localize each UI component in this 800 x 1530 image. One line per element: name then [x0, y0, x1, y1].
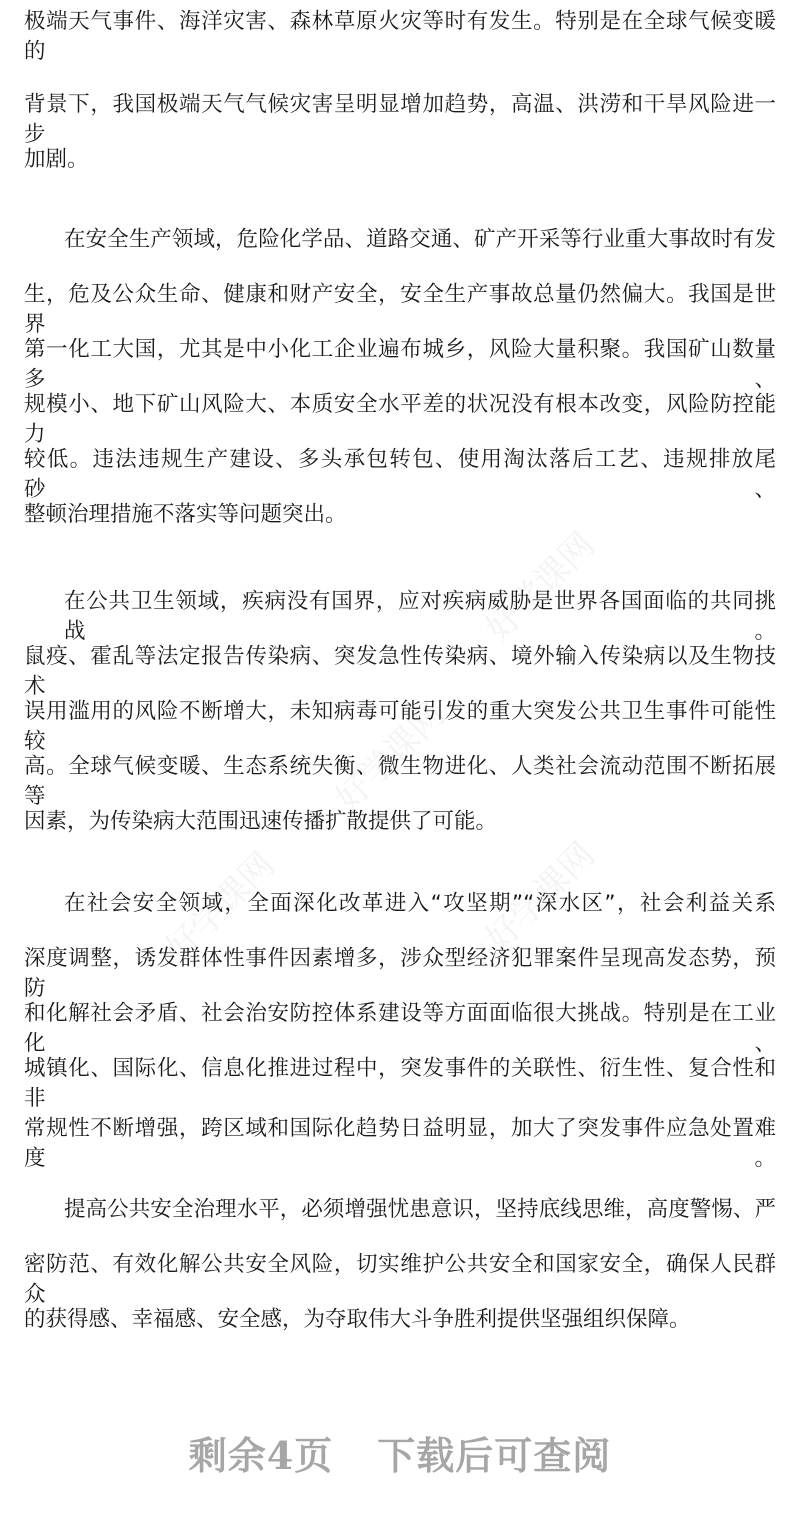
text-line: 和化解社会矛盾、社会治安防控体系建设等方面面临很大挑战。特别是在工业化、: [24, 1001, 776, 1056]
text-line: 在社会安全领域，全面深化改革进入“攻坚期”“深水区”，社会利益关系: [64, 891, 776, 916]
text-line: 的获得感、幸福感、安全感，为夺取伟大斗争胜利提供坚强组织保障。: [24, 1307, 691, 1332]
text-line: 极端天气事件、海洋灾害、森林草原火灾等时有发生。特别是在全球气候变暖的: [24, 9, 776, 64]
text-line: 第一化工大国，尤其是中小化工企业遍布城乡，风险大量积聚。我国矿山数量多、: [24, 337, 776, 392]
text-line: 深度调整，诱发群体性事件因素增多，涉众型经济犯罪案件呈现高发态势，预防: [24, 946, 776, 1001]
text-line: 提高公共安全治理水平，必须增强忧患意识，坚持底线思维，高度警惕、严: [64, 1197, 776, 1222]
text-line: 较低。违法违规生产建设、多头承包转包、使用淘汰落后工艺、违规排放尾砂、: [24, 447, 776, 502]
watermark-text: 好学课网: [478, 524, 603, 650]
remaining-pages-label: 剩余4页: [188, 1433, 334, 1478]
text-line: 加剧。: [24, 147, 89, 172]
text-line: 常规性不断增强，跨区域和国际化趋势日益明显，加大了突发事件应急处置难度。: [24, 1116, 776, 1171]
download-prompt[interactable]: [0, 1425, 800, 1480]
watermark-text: 好学课网: [478, 834, 603, 960]
text-line: 规模小、地下矿山风险大、本质安全水平差的状况没有根本改变，风险防控能力: [24, 392, 776, 447]
download-to-view-label: 下载后可查阅: [377, 1433, 612, 1478]
text-line: 城镇化、国际化、信息化推进过程中，突发事件的关联性、衍生性、复合性和非: [24, 1056, 776, 1111]
text-line: 鼠疫、霍乱等法定报告传染病、突发急性传染病、境外输入传染病以及生物技术: [24, 644, 776, 699]
watermark-text: 好学课网: [158, 844, 283, 970]
text-line: 在公共卫生领域，疾病没有国界，应对疾病威胁是世界各国面临的共同挑战。: [64, 589, 776, 644]
text-line: 在安全生产领域，危险化学品、道路交通、矿产开采等行业重大事故时有发: [64, 227, 776, 252]
text-line: 因素，为传染病大范围迅速传播扩散提供了可能。: [24, 809, 498, 834]
text-line: 整顿治理措施不落实等问题突出。: [24, 502, 347, 527]
text-line: 生，危及公众生命、健康和财产安全，安全生产事故总量仍然偏大。我国是世界: [24, 282, 776, 337]
text-line: 误用滥用的风险不断增大，未知病毒可能引发的重大突发公共卫生事件可能性较: [24, 699, 776, 754]
text-line: 背景下，我国极端天气气候灾害呈明显增加趋势，高温、洪涝和干旱风险进一步: [24, 92, 776, 147]
text-line: 密防范、有效化解公共安全风险，切实维护公共安全和国家安全，确保人民群众: [24, 1252, 776, 1307]
text-line: 高。全球气候变暖、生态系统失衡、微生物进化、人类社会流动范围不断拓展等: [24, 754, 776, 809]
watermark-text: 好学课网: [328, 694, 453, 820]
